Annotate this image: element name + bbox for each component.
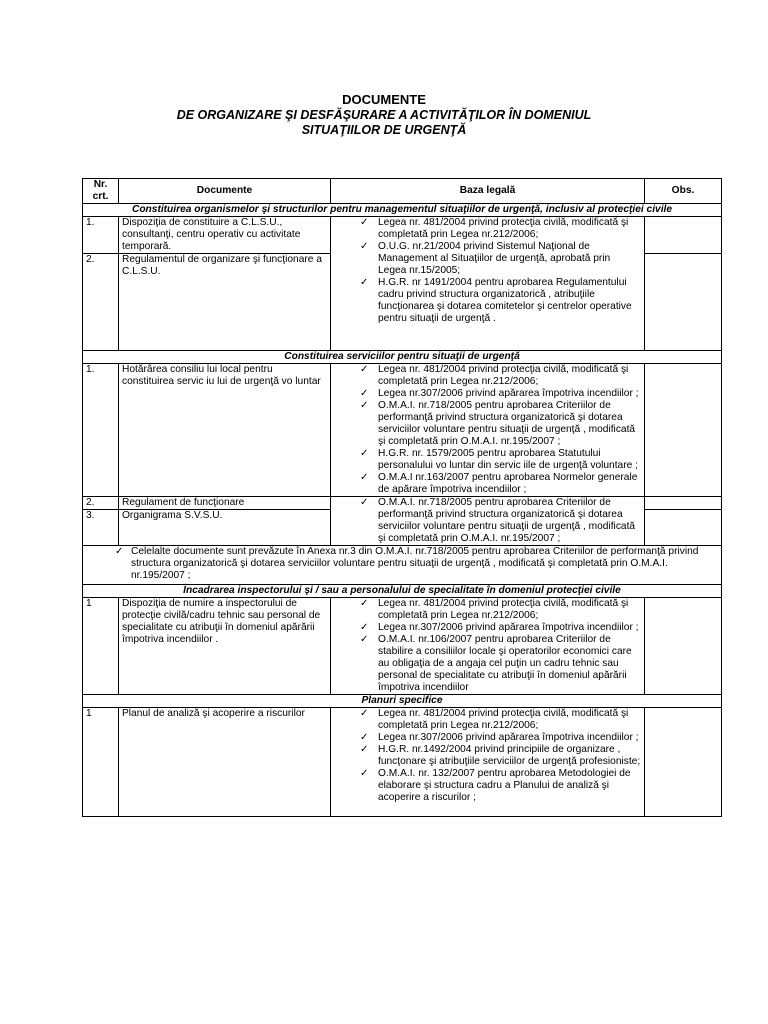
row-obs <box>645 364 722 497</box>
checkmark-icon: ✓ <box>115 546 124 557</box>
row-document: Regulamentul de organizare şi funcţionare a C.L.S.U. <box>119 254 331 351</box>
row-nr: 1 <box>83 598 119 695</box>
note-text: Celelalte documente sunt prevăzute în Anexa nr.3 din O.M.A.I. nr.718/2005 pentru aprobarea Criteriilor de performanţă privind structura organizatorică şi dotarea serviciilor voluntare pentru situaţii de urgenţă , modificată şi completată prin O.M.A.I. nr.195/2007 ; <box>131 546 699 581</box>
row-baza-legala <box>331 598 645 695</box>
row-document: Regulament de funcţionare <box>119 497 331 510</box>
checkmark-icon: ✓ <box>360 497 369 508</box>
checkmark-icon: ✓ <box>360 744 369 755</box>
row-baza-legala <box>331 217 645 351</box>
table-row <box>83 364 722 497</box>
law-text: H.G.R. nr 1491/2004 pentru aprobarea Regulamentului cadru privind structura organizatorică , atribuţiile funcţionarea şi dotarea comitetelor şi centrelor operative pentru situaţii de urgenţă . <box>378 277 632 324</box>
checkmark-icon: ✓ <box>360 732 369 743</box>
section-row-3 <box>83 585 722 598</box>
documents-table <box>82 178 722 817</box>
checkmark-icon: ✓ <box>360 634 369 645</box>
law-item <box>334 634 641 694</box>
law-text: Legea nr. 481/2004 privind protecţia civilă, modificată şi completată prin Legea nr.212/2006; <box>378 364 629 387</box>
table-row <box>83 497 722 510</box>
section-title: Încadrarea inspectorului şi / sau a personalului de specialitate în domeniul protecţiei civile <box>83 585 722 598</box>
row-nr: 2. <box>83 497 119 510</box>
section-title: Constituirea organismelor şi structurilor pentru managementul situaţiilor de urgenţă, inclusiv al protecţiei civile <box>83 204 722 217</box>
checkmark-icon: ✓ <box>360 364 369 375</box>
header-documente: Documente <box>119 179 331 204</box>
note-cell <box>83 546 722 585</box>
header-nr: Nr. crt. <box>83 179 119 204</box>
law-item <box>334 472 641 496</box>
law-item <box>334 364 641 388</box>
law-list <box>334 708 641 804</box>
row-nr: 1. <box>83 364 119 497</box>
checkmark-icon: ✓ <box>360 217 369 228</box>
row-obs <box>645 217 722 254</box>
law-text: O.M.A.I. nr.106/2007 pentru aprobarea Criteriilor de stabilire a consiliilor locale şi operatorilor economici care au obligaţia de a angaja cel puţin un cadru tehnic sau personal de specialitate cu atribuţii în domeniul apărării împotriva incendiilor <box>378 634 632 693</box>
row-nr: 2. <box>83 254 119 351</box>
checkmark-icon: ✓ <box>360 708 369 719</box>
doc-subtitle-line2: SITUAŢIILOR DE URGENŢĂ <box>301 123 467 137</box>
row-obs <box>645 708 722 817</box>
law-text: Legea nr. 481/2004 privind protecţia civilă, modificată şi completată prin Legea nr.212/2006; <box>378 708 629 731</box>
law-text: Legea nr. 481/2004 privind protecţia civilă, modificată şi completată prin Legea nr.212/2006; <box>378 598 629 621</box>
row-document: Hotărârea consiliu lui local pentru constituirea servic iu lui de urgenţă vo luntar <box>119 364 331 497</box>
row-nr: 1. <box>83 217 119 254</box>
law-text: H.G.R. nr. 1579/2005 pentru aprobarea Statutului personalului vo luntar din servic iile de urgenţă voluntare ; <box>378 448 638 471</box>
law-item <box>334 622 641 634</box>
checkmark-icon: ✓ <box>360 388 369 399</box>
law-item <box>334 217 641 241</box>
law-item <box>334 768 641 804</box>
law-text: O.M.A.I. nr.718/2005 pentru aprobarea Criteriilor de performanţă privind structura organizatorică şi dotarea serviciilor voluntare pentru situaţii de urgenţă , modificată şi completată prin O.M.A.I. nr.195/2007 ; <box>378 400 636 447</box>
row-document: Dispoziţia de numire a inspectorului de protecţie civilă/cadru tehnic sau personal de specialitate cu atribuţii în domeniul apărării împotriva incendiilor . <box>119 598 331 695</box>
row-obs <box>645 497 722 510</box>
law-item <box>334 241 641 277</box>
checkmark-icon: ✓ <box>360 768 369 779</box>
checkmark-icon: ✓ <box>360 448 369 459</box>
law-item <box>334 598 641 622</box>
row-nr: 3. <box>83 510 119 546</box>
law-item <box>334 497 641 545</box>
section-row-1 <box>83 204 722 217</box>
checkmark-icon: ✓ <box>360 472 369 483</box>
doc-subtitle-line1: DE ORGANIZARE ŞI DESFĂŞURARE A ACTIVITĂŢILOR ÎN DOMENIUL <box>176 108 592 122</box>
table-row <box>83 598 722 695</box>
law-list <box>334 598 641 694</box>
law-item <box>334 732 641 744</box>
checkmark-icon: ✓ <box>360 241 369 252</box>
law-text: H.G.R. nr.1492/2004 privind principiile de organizare , funcţonare şi atribuţiile serviciilor de urgenţă profesioniste; <box>378 744 641 767</box>
law-item <box>334 277 641 325</box>
row-baza-legala <box>331 364 645 497</box>
row-obs <box>645 254 722 351</box>
section-title: Planuri specifice <box>83 695 722 708</box>
note-row <box>83 546 722 585</box>
checkmark-icon: ✓ <box>360 598 369 609</box>
header-baza-legala: Baza legală <box>331 179 645 204</box>
checkmark-icon: ✓ <box>360 622 369 633</box>
row-document: Organigrama S.V.S.U. <box>119 510 331 546</box>
row-baza-legala <box>331 497 645 546</box>
law-list <box>334 497 641 545</box>
row-obs <box>645 598 722 695</box>
doc-title: DOCUMENTE <box>342 92 426 107</box>
table-row <box>83 708 722 817</box>
section-title: Constituirea serviciilor pentru situaţii de urgenţă <box>83 351 722 364</box>
row-document: Dispoziţia de constituire a C.L.S.U., consultanţi, centru operativ cu activitate temporară. <box>119 217 331 254</box>
law-text: O.U.G. nr.21/2004 privind Sistemul Naţional de Management al Situaţiilor de urgenţă, aprobată prin Legea nr.15/2005; <box>378 241 611 276</box>
section-row-2 <box>83 351 722 364</box>
law-item <box>334 744 641 768</box>
law-text: O.M.A.I. nr. 132/2007 pentru aprobarea Metodologiei de elaborare şi structura cadru a Planului de analiză şi acoperire a riscurilor ; <box>378 768 631 803</box>
row-obs <box>645 510 722 546</box>
law-text: O.M.A.I. nr.718/2005 pentru aprobarea Criteriilor de performanţă privind structura organizatorică şi dotarea serviciilor voluntare pentru situaţii de urgenţă , modificată şi completată prin O.M.A.I. nr.195/2007 ; <box>378 497 636 544</box>
row-nr: 1 <box>83 708 119 817</box>
law-item <box>334 708 641 732</box>
table-header-row <box>83 179 722 204</box>
table-row <box>83 217 722 254</box>
checkmark-icon: ✓ <box>360 277 369 288</box>
law-list <box>334 217 641 325</box>
law-item <box>334 400 641 448</box>
row-document: Planul de analiză şi acoperire a riscurilor <box>119 708 331 817</box>
law-text: Legea nr.307/2006 privind apărarea împotriva incendiilor ; <box>378 622 639 633</box>
law-item <box>334 388 641 400</box>
law-text: O.M.A.I nr.163/2007 pentru aprobarea Normelor generale de apărare împotriva incendiilor ; <box>378 472 638 495</box>
law-item <box>334 448 641 472</box>
law-list <box>334 364 641 496</box>
law-text: Legea nr.307/2006 privind apărarea împotriva incendiilor ; <box>378 388 639 399</box>
section-row-4 <box>83 695 722 708</box>
header-obs: Obs. <box>645 179 722 204</box>
law-text: Legea nr.307/2006 privind apărarea împotriva incendiilor ; <box>378 732 639 743</box>
row-baza-legala <box>331 708 645 817</box>
law-text: Legea nr. 481/2004 privind protecţia civilă, modificată şi completată prin Legea nr.212/2006; <box>378 217 629 240</box>
checkmark-icon: ✓ <box>360 400 369 411</box>
